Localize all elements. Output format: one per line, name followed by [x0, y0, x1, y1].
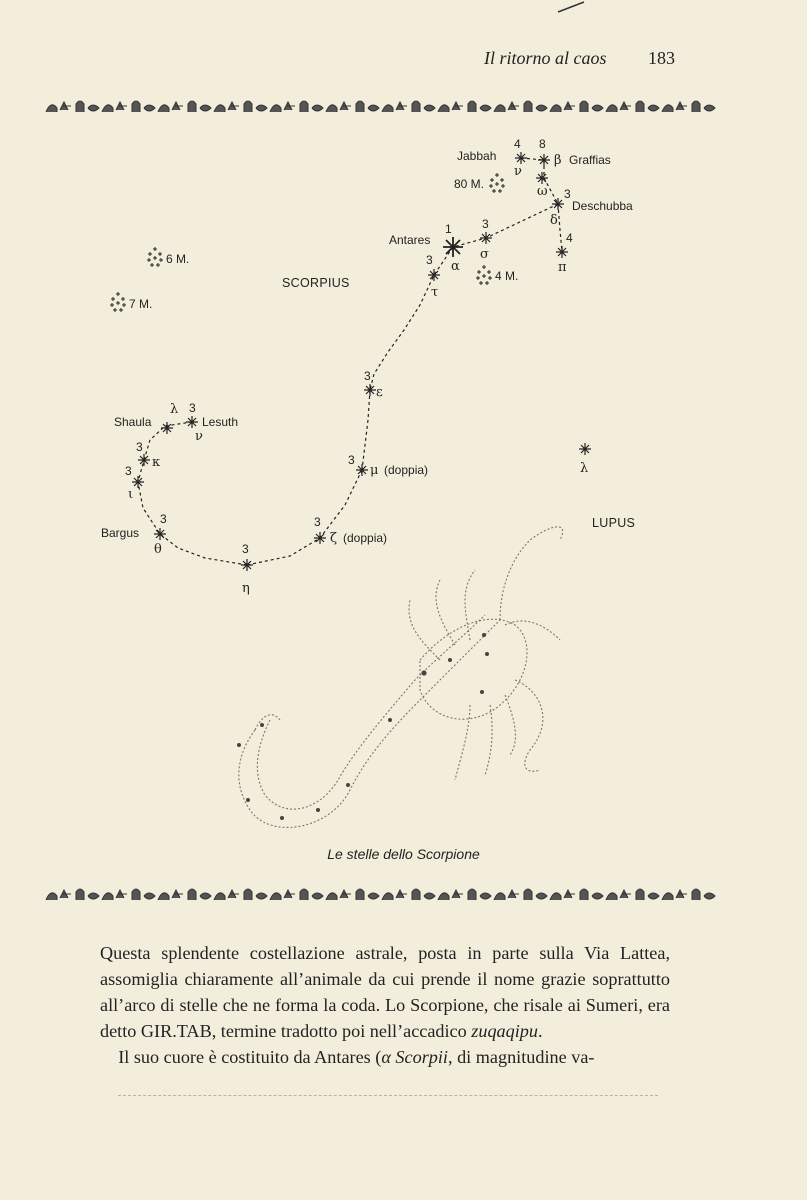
- greek-beta: β: [554, 153, 562, 168]
- cluster-80m-label: 80 M.: [454, 177, 485, 191]
- cluster-80m: [489, 173, 505, 193]
- mag-graffias: 8: [539, 137, 546, 151]
- mag-eta: 3: [242, 542, 249, 556]
- mag-iota: 3: [125, 464, 132, 478]
- page-header: [0, 48, 807, 78]
- star-kappa: [138, 454, 150, 466]
- cluster-7m: [110, 292, 126, 312]
- star-omega: [536, 172, 548, 184]
- zodiac-frieze-top: [44, 96, 716, 118]
- star-mu: [356, 464, 368, 476]
- greek-omega: ω: [537, 184, 548, 199]
- mag-kappa: 3: [136, 440, 143, 454]
- star-shaula: [161, 422, 173, 434]
- mag-pi: 4: [566, 231, 573, 245]
- greek-alpha: α: [451, 259, 460, 274]
- paragraph-2: Il suo cuore è costituito da Antares (α Scorpii, di magnitudine va-: [118, 1047, 595, 1067]
- greek-pi: π: [558, 260, 567, 275]
- greek-tau: τ: [431, 285, 439, 300]
- cluster-6m: [147, 247, 163, 267]
- cluster-4m-label: 4 M.: [495, 269, 519, 283]
- label-antares: Antares: [389, 233, 431, 247]
- cluster-6m-label: 6 M.: [166, 252, 190, 266]
- greek-kappa: κ: [152, 455, 161, 470]
- mag-lesuth: 3: [189, 401, 196, 415]
- greek-nu-lesuth: ν: [195, 429, 203, 444]
- greek-theta: θ: [154, 542, 162, 557]
- greek-iota: ι: [128, 487, 134, 502]
- label-deschubba: Deschubba: [572, 199, 633, 213]
- stars: [132, 152, 591, 571]
- star-jabbah: [515, 152, 527, 164]
- scorpion-illustration: [239, 527, 563, 828]
- constellation-lines: [138, 158, 562, 565]
- star-deschubba: [552, 198, 564, 210]
- mag-sigma: 3: [482, 217, 489, 231]
- star-epsilon: [364, 384, 376, 396]
- page-number: 183: [648, 48, 675, 68]
- mag-zeta: 3: [314, 515, 321, 529]
- mag-mu: 3: [348, 453, 355, 467]
- star-antares: [443, 237, 463, 257]
- label-zeta-doppia: (doppia): [343, 531, 388, 545]
- star-lupus-lambda: [579, 443, 591, 455]
- paragraph-1: Questa splendente costellazione astrale, posta in parte sulla Via Lattea, assomiglia chiaramente all’animale da cui prende il nome grazie soprattutto all’arco di stelle che ne forma la coda. Lo Scorpione, che risale ai Sumeri, era detto GIR.TAB, termine tradotto poi nell’accadico zuqaqipu.: [100, 943, 670, 1041]
- star-pi: [556, 246, 568, 258]
- greek-eta: η: [242, 581, 250, 596]
- label-graffias: Graffias: [569, 153, 611, 167]
- star-graffias: [538, 154, 550, 166]
- greek-nu-jabbah: ν: [514, 164, 522, 179]
- pencil-mark: [556, 0, 586, 14]
- cluster-4m: [476, 265, 492, 285]
- star-zeta: [314, 532, 326, 544]
- greek-sigma: σ: [480, 247, 489, 262]
- label-mu-doppia: (doppia): [384, 463, 429, 477]
- label-shaula: Shaula: [114, 415, 152, 429]
- label-jabbah: Jabbah: [457, 149, 497, 163]
- star-tau: [428, 269, 440, 281]
- star-sigma: [480, 232, 492, 244]
- star-eta: [241, 559, 253, 571]
- star-clusters: [110, 173, 505, 312]
- greek-mu: μ: [370, 463, 379, 478]
- mag-theta: 3: [160, 512, 167, 526]
- cluster-7m-label: 7 M.: [129, 297, 153, 311]
- star-lesuth: [186, 416, 198, 428]
- greek-delta: δ: [550, 213, 558, 228]
- body-text: [100, 940, 670, 1070]
- greek-epsilon: ε: [376, 385, 383, 400]
- mag-deschubba: 3: [564, 187, 571, 201]
- greek-lambda-shaula: λ: [170, 402, 179, 417]
- constellation-scorpius: SCORPIUS: [282, 276, 350, 290]
- mag-jabbah: 4: [514, 137, 521, 151]
- star-theta: [154, 528, 166, 540]
- mag-tau: 3: [426, 253, 433, 267]
- mag-epsilon: 3: [364, 369, 371, 383]
- constellation-lupus: LUPUS: [592, 516, 636, 530]
- scorpion-stars: [237, 633, 489, 820]
- figure-caption: Le stelle dello Scorpione: [327, 846, 480, 862]
- greek-zeta: ζ: [330, 531, 338, 546]
- greek-lambda-lupus: λ: [580, 461, 589, 476]
- scorpius-star-chart: [0, 120, 807, 840]
- zodiac-frieze-bottom: [44, 884, 716, 906]
- label-bargus: Bargus: [101, 526, 140, 540]
- star-iota: [132, 476, 144, 488]
- label-lesuth: Lesuth: [202, 415, 239, 429]
- running-title: Il ritorno al caos: [484, 48, 607, 68]
- mag-antares: 1: [445, 222, 452, 236]
- pencil-underline: [118, 1095, 658, 1097]
